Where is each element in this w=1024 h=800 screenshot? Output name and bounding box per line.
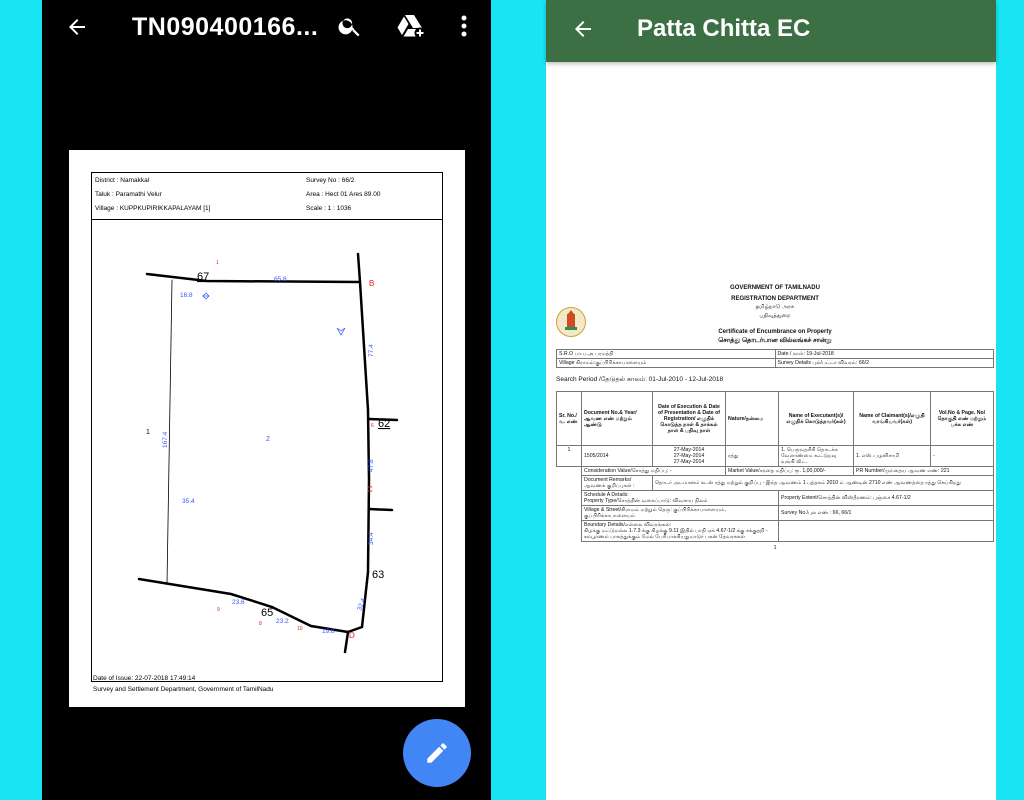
column-header: Document No.& Year/ ஆவண எண் மற்றும் ஆண்டு	[582, 392, 653, 446]
column-header: Nature/தன்மை	[726, 392, 779, 446]
well-symbol-icon	[337, 328, 345, 335]
survey-details-cell: Survey Details புல்/பட்டா விவரம்: 66/2	[775, 359, 994, 368]
back-arrow-icon[interactable]	[62, 12, 92, 42]
village-text: Village : KUPPKUPIRIKKAPALAYAM [1]	[95, 205, 211, 212]
executant-cell: 1. பெருவதரிசி தொடக்க வேளாண்மை கூட்டுறவு வங்கி லிட்.	[779, 446, 854, 467]
schedule-cell	[582, 491, 779, 506]
schedule-heading: Schedule A Details:	[584, 492, 629, 498]
dates-cell	[653, 446, 726, 467]
encumbrance-certificate	[556, 285, 994, 551]
survey-number-cell: Survey No./புல எண் : 66, 66/1	[779, 506, 994, 521]
ec-app-bar	[546, 0, 996, 62]
district-text: District : Namakkal	[95, 177, 150, 184]
remarks-label-cell: Document Remarks/ ஆவணக் குறிப்புகள் :	[582, 476, 653, 491]
boundary-text: கிழக்கு மட்டுமல்ல 1.7.3 க்கு கிழக்கு 9.11 இதில் பாதி ஏக் 4.67-1/2 க்கு சக்குதநி - சம்பூர்ணம் பாகத்துக்கும் மேல் பேரிபாக்கியதுமாடுர் பகன் தேவரசுகள்	[584, 528, 768, 540]
ec-viewer-panel	[546, 0, 996, 800]
red-mark: 9	[217, 607, 220, 613]
date-cell: Date / நாள்: 19-Jul-2018	[775, 350, 994, 359]
google-drive-add-icon[interactable]	[395, 11, 427, 41]
corner-label: B	[369, 279, 375, 288]
measurement-label: 19.8	[322, 628, 335, 635]
boundary-heading: Boundary Details/எல்லை விவரங்கள்:	[584, 522, 672, 528]
column-header: Name of Executant(s)/ எழுதிக் கொடுத்தவர்(கள்)	[779, 392, 854, 446]
measurement-label: 167.4	[162, 431, 169, 448]
neighbor-survey-label: 67	[197, 271, 210, 283]
measurement-label: 35.4	[182, 498, 195, 505]
survey-number-text: Survey No : 66/2	[306, 177, 355, 184]
execution-date: 27-May-2014	[673, 447, 705, 453]
claimant-cell: 1. எஸ். பழனிசாமி	[854, 446, 931, 467]
scale-text: Scale : 1 : 1036	[306, 205, 352, 212]
sro-cell: S.R.O பா.ப.அ பரமத்தி	[557, 350, 776, 359]
remarks-cell: தொடர் அடமானம் கடன் ரத்து மற்றும் குறிப்பு - இந்த ஆவணம் 1 புத்தகம் 2010 ம் ஆண்டின் 2710 எண் ஆவணத்தை ரத்து செய்கிறது	[653, 476, 994, 491]
taluk-text: Taluk : Paramathi Velur	[95, 191, 162, 198]
volume-cell: -	[931, 446, 994, 467]
measurement-label: 77.4	[368, 344, 375, 357]
measurement-label: 47.8	[368, 459, 375, 472]
map-viewer-app-bar	[42, 0, 491, 54]
back-arrow-icon[interactable]	[568, 14, 598, 44]
red-mark: 1	[216, 260, 219, 266]
government-heading: GOVERNMENT OF TAMILNADU	[730, 285, 820, 291]
page-number: 1	[773, 545, 777, 551]
issue-date-text: Date of Issue: 22-07-2018 17:49:14	[93, 675, 196, 682]
government-heading-tamil: தமிழ்நாடு அரசு	[755, 304, 795, 310]
nature-cell: ரத்து	[726, 446, 779, 467]
registration-date: 27-May-2014	[673, 459, 705, 465]
tamilnadu-emblem-logo	[556, 307, 586, 337]
measurement-label: 65.8	[274, 276, 287, 283]
certificate-title: Certificate of Encumbrance on Property	[718, 329, 832, 335]
neighbor-survey-label: 62	[378, 418, 391, 430]
department-heading: REGISTRATION DEPARTMENT	[731, 296, 819, 302]
certificate-title-tamil: சொத்து தொடர்பான வில்லங்கச் சான்று	[718, 337, 832, 344]
presentation-date: 27-May-2014	[673, 453, 705, 459]
document-number-cell: 1505/2014	[582, 446, 653, 467]
map-sheet-page	[69, 150, 465, 707]
table-row	[557, 446, 994, 467]
encumbrance-table	[556, 391, 994, 542]
office-details-table	[556, 349, 994, 368]
search-period-text: Search Period /தேடுதல் காலம்: 01-Jul-2010 - 12-Jul-2018	[556, 376, 724, 383]
neighbor-survey-label: 63	[372, 569, 385, 581]
document-title: TN090400166...	[132, 13, 319, 41]
edit-fab-button[interactable]	[403, 719, 471, 787]
edit-pencil-icon	[424, 740, 450, 766]
serial-cell: 1	[557, 446, 582, 467]
more-vert-icon[interactable]	[449, 11, 479, 41]
column-header: Name of Claimant(s)/எழுதி வாங்கியவர்(கள்)	[854, 392, 931, 446]
property-extent-cell: Property Extent/சொத்தின் விஸ்தீரணம்: புஞ்சை 4.67-1/2	[779, 491, 994, 506]
well-symbol-icon	[203, 293, 209, 299]
app-title: Patta Chitta EC	[637, 15, 811, 42]
department-heading-tamil: பதிவுத்துறை	[759, 313, 791, 319]
red-mark: 8	[259, 621, 262, 627]
property-type-text: Property Type/சொத்தின் வகைப்பாடு: விவசாய நிலம்	[584, 498, 708, 504]
red-mark: 10	[297, 626, 303, 632]
column-header: Vol.No & Page. No/ தொகுதி எண் மற்றும் பக்க எண்	[931, 392, 994, 446]
survey-plot-drawing	[69, 150, 465, 707]
measurement-label: 16.8	[180, 292, 193, 299]
village-street-cell: Village & Street/கிராமம் மற்றும் தெரு: குப்பிரிக்காபாளையம், குப்பிரிக்காபாளையம்	[582, 506, 779, 521]
neighbor-survey-label: 65	[261, 607, 274, 619]
column-header: Sr. No./ வ. எண்	[557, 392, 582, 446]
parcel-label: 2	[266, 436, 270, 443]
red-mark: 6	[371, 423, 374, 429]
parcel-label: 1	[146, 429, 150, 436]
map-viewer-panel	[42, 0, 491, 800]
department-footer-text: Survey and Settlement Department, Government of TamilNadu	[93, 686, 274, 693]
measurement-label: 34.4	[368, 532, 375, 545]
area-text: Area : Hect 01 Ares 89.00	[306, 191, 381, 198]
measurement-label: 32.4	[356, 597, 368, 612]
village-cell: Village கிராமம்:குப்பிரிக்காபாளையம்	[557, 359, 776, 368]
corner-label: D	[349, 631, 355, 640]
corner-label: C	[367, 485, 373, 494]
pr-number-cell: PR Number/முந்தைய ஆவண எண்: 221	[854, 467, 994, 476]
consideration-value-cell: Consideration Value/சொத்து மதிப்பு: -	[582, 467, 726, 476]
measurement-label: 23.2	[276, 618, 289, 625]
measurement-label: 23.6	[232, 599, 245, 606]
search-icon[interactable]	[335, 11, 365, 41]
column-header: Date of Execution & Date of Presentation & Date of Registration/ எழுதிக் கொடுத்த நாள் & தாக்கல் நாள் & பதிவு நாள்	[653, 392, 726, 446]
market-value-cell: Market Value/சந்தை மதிப்பு: ரூ. 1,00,000/-	[726, 467, 854, 476]
boundary-cell	[582, 521, 779, 542]
